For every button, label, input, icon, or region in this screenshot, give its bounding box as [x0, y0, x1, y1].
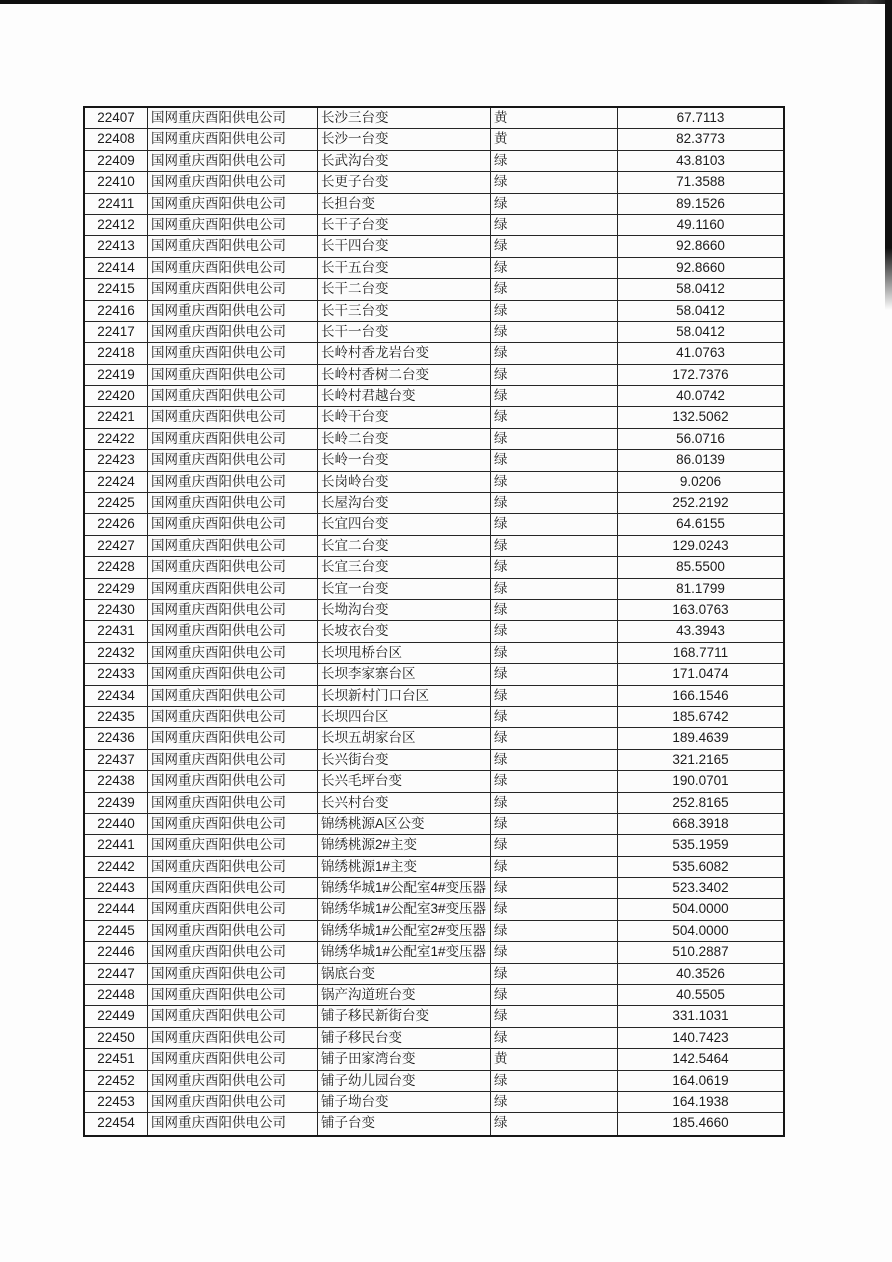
cell-company-name: 国网重庆酉阳供电公司 — [148, 108, 318, 128]
cell-load-value: 166.1546 — [672, 687, 729, 703]
cell-load-value: 67.7113 — [676, 110, 725, 125]
cell-status-color: 绿 — [491, 621, 618, 641]
table-row — [85, 557, 783, 578]
cell-station-name: 锦绣华城1#公配室4#变压器 — [318, 878, 491, 898]
table-row — [85, 579, 783, 600]
table-row — [85, 215, 783, 236]
cell-load-value: 82.3773 — [676, 131, 725, 147]
cell-record-id: 22453 — [85, 1092, 148, 1112]
cell-load-value: 535.6082 — [672, 858, 729, 874]
cell-record-id: 22407 — [85, 108, 148, 128]
cell-company-name: 国网重庆酉阳供电公司 — [148, 921, 318, 941]
cell-status-color: 绿 — [491, 1028, 618, 1048]
cell-station-name: 长沙三台变 — [318, 108, 491, 128]
table-row — [85, 707, 783, 728]
cell-status-color: 绿 — [491, 301, 618, 321]
table-row — [85, 1071, 783, 1092]
table-row — [85, 1028, 783, 1049]
cell-company-name: 国网重庆酉阳供电公司 — [148, 514, 318, 534]
cell-record-id: 22429 — [85, 579, 148, 599]
cell-status-color: 绿 — [491, 450, 618, 470]
cell-load-value: 132.5062 — [672, 409, 729, 425]
cell-status-color: 绿 — [491, 643, 618, 663]
cell-load-value: 189.4639 — [672, 730, 729, 746]
cell-station-name: 锅底台变 — [318, 964, 491, 984]
cell-company-name: 国网重庆酉阳供电公司 — [148, 129, 318, 149]
cell-station-name: 锦绣桃源1#主变 — [318, 857, 491, 877]
cell-record-id: 22433 — [85, 664, 148, 684]
cell-status-color: 绿 — [491, 964, 618, 984]
cell-record-id: 22442 — [85, 857, 148, 877]
cell-company-name: 国网重庆酉阳供电公司 — [148, 728, 318, 748]
cell-status-color: 绿 — [491, 279, 618, 299]
cell-load-value: 504.0000 — [672, 901, 729, 917]
cell-record-id: 22441 — [85, 835, 148, 855]
cell-station-name: 长兴街台变 — [318, 750, 491, 770]
cell-status-color: 绿 — [491, 793, 618, 813]
cell-record-id: 22452 — [85, 1071, 148, 1091]
cell-status-color: 绿 — [491, 1113, 618, 1134]
cell-station-name: 长干子台变 — [318, 215, 491, 235]
cell-company-name: 国网重庆酉阳供电公司 — [148, 579, 318, 599]
cell-station-name: 长岭一台变 — [318, 450, 491, 470]
cell-status-color: 绿 — [491, 194, 618, 214]
table-row — [85, 365, 783, 386]
cell-record-id: 22437 — [85, 750, 148, 770]
cell-company-name: 国网重庆酉阳供电公司 — [148, 301, 318, 321]
cell-company-name: 国网重庆酉阳供电公司 — [148, 1028, 318, 1048]
cell-company-name: 国网重庆酉阳供电公司 — [148, 857, 318, 877]
cell-station-name: 长坝新村门口台区 — [318, 686, 491, 706]
cell-company-name: 国网重庆酉阳供电公司 — [148, 536, 318, 556]
cell-record-id: 22438 — [85, 771, 148, 791]
cell-status-color: 绿 — [491, 536, 618, 556]
cell-record-id: 22425 — [85, 493, 148, 513]
cell-station-name: 长干三台变 — [318, 301, 491, 321]
table-row — [85, 621, 783, 642]
cell-status-color: 绿 — [491, 429, 618, 449]
table-row — [85, 600, 783, 621]
cell-record-id: 22423 — [85, 450, 148, 470]
cell-status-color: 绿 — [491, 472, 618, 492]
cell-station-name: 长坝甩桥台区 — [318, 643, 491, 663]
scan-right-edge-artifact — [885, 0, 892, 310]
cell-company-name: 国网重庆酉阳供电公司 — [148, 750, 318, 770]
cell-company-name: 国网重庆酉阳供电公司 — [148, 407, 318, 427]
cell-record-id: 22410 — [85, 172, 148, 192]
cell-record-id: 22412 — [85, 215, 148, 235]
cell-load-value: 9.0206 — [679, 473, 722, 489]
table-row — [85, 1092, 783, 1113]
cell-station-name: 长坳沟台变 — [318, 600, 491, 620]
cell-station-name: 铺子移民新街台变 — [318, 1006, 491, 1026]
cell-company-name: 国网重庆酉阳供电公司 — [148, 343, 318, 363]
cell-station-name: 铺子幼儿园台变 — [318, 1071, 491, 1091]
cell-load-value: 81.1799 — [676, 580, 725, 596]
cell-company-name: 国网重庆酉阳供电公司 — [148, 1113, 318, 1134]
table-row — [85, 899, 783, 920]
cell-load-value: 164.1938 — [672, 1093, 729, 1109]
cell-status-color: 绿 — [491, 857, 618, 877]
cell-record-id: 22432 — [85, 643, 148, 663]
cell-load-value: 163.0763 — [672, 601, 729, 617]
cell-record-id: 22408 — [85, 129, 148, 149]
cell-load-value: 92.8660 — [676, 238, 725, 254]
table-row — [85, 279, 783, 300]
cell-load-value: 504.0000 — [672, 922, 729, 938]
cell-status-color: 绿 — [491, 215, 618, 235]
cell-record-id: 22445 — [85, 921, 148, 941]
cell-load-value: 321.2165 — [672, 751, 729, 767]
table-row — [85, 450, 783, 471]
cell-status-color: 绿 — [491, 835, 618, 855]
cell-station-name: 锦绣华城1#公配室3#变压器 — [318, 899, 491, 919]
cell-record-id: 22450 — [85, 1028, 148, 1048]
cell-status-color: 绿 — [491, 172, 618, 192]
cell-station-name: 长宜一台变 — [318, 579, 491, 599]
table-row — [85, 386, 783, 407]
cell-status-color: 绿 — [491, 386, 618, 406]
cell-company-name: 国网重庆酉阳供电公司 — [148, 151, 318, 171]
table-row — [85, 985, 783, 1006]
table-row — [85, 1049, 783, 1070]
cell-company-name: 国网重庆酉阳供电公司 — [148, 1049, 318, 1069]
cell-station-name: 铺子田家湾台变 — [318, 1049, 491, 1069]
cell-load-value: 41.0763 — [676, 345, 725, 361]
cell-load-value: 89.1526 — [676, 195, 725, 211]
cell-load-value: 185.4660 — [672, 1115, 729, 1131]
cell-company-name: 国网重庆酉阳供电公司 — [148, 472, 318, 492]
table-row — [85, 686, 783, 707]
cell-company-name: 国网重庆酉阳供电公司 — [148, 279, 318, 299]
table-row — [85, 514, 783, 535]
cell-record-id: 22451 — [85, 1049, 148, 1069]
cell-company-name: 国网重庆酉阳供电公司 — [148, 236, 318, 256]
cell-company-name: 国网重庆酉阳供电公司 — [148, 814, 318, 834]
table-row — [85, 493, 783, 514]
cell-record-id: 22422 — [85, 429, 148, 449]
cell-station-name: 长岭干台变 — [318, 407, 491, 427]
cell-company-name: 国网重庆酉阳供电公司 — [148, 643, 318, 663]
cell-record-id: 22421 — [85, 407, 148, 427]
cell-record-id: 22443 — [85, 878, 148, 898]
cell-company-name: 国网重庆酉阳供电公司 — [148, 493, 318, 513]
cell-record-id: 22434 — [85, 686, 148, 706]
cell-load-value: 85.5500 — [676, 559, 725, 575]
cell-company-name: 国网重庆酉阳供电公司 — [148, 557, 318, 577]
cell-company-name: 国网重庆酉阳供电公司 — [148, 964, 318, 984]
cell-load-value: 331.1031 — [672, 1008, 729, 1024]
cell-status-color: 绿 — [491, 322, 618, 342]
cell-company-name: 国网重庆酉阳供电公司 — [148, 985, 318, 1005]
cell-record-id: 22426 — [85, 514, 148, 534]
table-row — [85, 108, 783, 129]
cell-load-value: 142.5464 — [672, 1051, 729, 1067]
cell-load-value: 510.2887 — [672, 944, 729, 960]
cell-load-value: 58.0412 — [676, 302, 725, 318]
cell-status-color: 绿 — [491, 1006, 618, 1026]
cell-status-color: 绿 — [491, 814, 618, 834]
table-row — [85, 236, 783, 257]
cell-load-value: 129.0243 — [672, 537, 729, 553]
cell-load-value: 164.0619 — [672, 1072, 729, 1088]
cell-station-name: 长宜三台变 — [318, 557, 491, 577]
cell-load-value: 252.2192 — [672, 495, 729, 511]
table-row — [85, 151, 783, 172]
cell-status-color: 绿 — [491, 707, 618, 727]
cell-load-value: 168.7711 — [672, 644, 729, 660]
cell-load-value: 535.1959 — [672, 837, 729, 853]
cell-record-id: 22431 — [85, 621, 148, 641]
table-row — [85, 964, 783, 985]
cell-load-value: 668.3918 — [672, 815, 729, 831]
cell-status-color: 黄 — [491, 1049, 618, 1069]
cell-station-name: 长屋沟台变 — [318, 493, 491, 513]
table-row — [85, 664, 783, 685]
cell-load-value: 56.0716 — [676, 430, 725, 446]
cell-station-name: 锅产沟道班台变 — [318, 985, 491, 1005]
table-row — [85, 472, 783, 493]
cell-station-name: 长干四台变 — [318, 236, 491, 256]
cell-load-value: 140.7423 — [672, 1029, 729, 1045]
cell-status-color: 绿 — [491, 664, 618, 684]
cell-record-id: 22424 — [85, 472, 148, 492]
cell-status-color: 绿 — [491, 985, 618, 1005]
cell-status-color: 绿 — [491, 151, 618, 171]
cell-status-color: 绿 — [491, 258, 618, 278]
cell-record-id: 22413 — [85, 236, 148, 256]
cell-record-id: 22439 — [85, 793, 148, 813]
cell-status-color: 绿 — [491, 579, 618, 599]
cell-company-name: 国网重庆酉阳供电公司 — [148, 194, 318, 214]
cell-record-id: 22416 — [85, 301, 148, 321]
cell-load-value: 252.8165 — [672, 794, 729, 810]
cell-load-value: 71.3588 — [676, 174, 725, 190]
cell-record-id: 22444 — [85, 899, 148, 919]
table-row — [85, 322, 783, 343]
cell-station-name: 长兴毛坪台变 — [318, 771, 491, 791]
cell-station-name: 长干一台变 — [318, 322, 491, 342]
cell-load-value: 40.5505 — [676, 987, 725, 1003]
cell-company-name: 国网重庆酉阳供电公司 — [148, 771, 318, 791]
table-row — [85, 771, 783, 792]
cell-record-id: 22440 — [85, 814, 148, 834]
cell-station-name: 长岭村香龙岩台变 — [318, 343, 491, 363]
cell-record-id: 22436 — [85, 728, 148, 748]
cell-status-color: 绿 — [491, 600, 618, 620]
cell-record-id: 22448 — [85, 985, 148, 1005]
cell-record-id: 22435 — [85, 707, 148, 727]
cell-company-name: 国网重庆酉阳供电公司 — [148, 835, 318, 855]
cell-station-name: 长岗岭台变 — [318, 472, 491, 492]
cell-record-id: 22414 — [85, 258, 148, 278]
cell-company-name: 国网重庆酉阳供电公司 — [148, 215, 318, 235]
cell-record-id: 22417 — [85, 322, 148, 342]
cell-station-name: 长干五台变 — [318, 258, 491, 278]
cell-station-name: 铺子台变 — [318, 1113, 491, 1134]
cell-station-name: 锦绣桃源A区公变 — [318, 814, 491, 834]
transformer-data-table — [83, 106, 785, 1137]
table-row — [85, 750, 783, 771]
cell-record-id: 22446 — [85, 942, 148, 962]
cell-station-name: 长岭村香树二台变 — [318, 365, 491, 385]
cell-load-value: 43.3943 — [676, 623, 725, 639]
cell-record-id: 22419 — [85, 365, 148, 385]
cell-record-id: 22409 — [85, 151, 148, 171]
cell-station-name: 锦绣华城1#公配室1#变压器 — [318, 942, 491, 962]
cell-station-name: 长坝李家寨台区 — [318, 664, 491, 684]
cell-status-color: 绿 — [491, 236, 618, 256]
cell-company-name: 国网重庆酉阳供电公司 — [148, 1071, 318, 1091]
table-row — [85, 878, 783, 899]
cell-load-value: 172.7376 — [672, 366, 729, 382]
table-row — [85, 172, 783, 193]
cell-load-value: 49.1160 — [676, 216, 725, 232]
cell-station-name: 长岭二台变 — [318, 429, 491, 449]
table-row — [85, 1006, 783, 1027]
cell-station-name: 长岭村君越台变 — [318, 386, 491, 406]
table-row — [85, 429, 783, 450]
table-row — [85, 814, 783, 835]
cell-status-color: 绿 — [491, 514, 618, 534]
cell-company-name: 国网重庆酉阳供电公司 — [148, 686, 318, 706]
cell-station-name: 长沙一台变 — [318, 129, 491, 149]
table-row — [85, 129, 783, 150]
cell-status-color: 绿 — [491, 942, 618, 962]
cell-record-id: 22454 — [85, 1113, 148, 1134]
cell-record-id: 22449 — [85, 1006, 148, 1026]
cell-station-name: 铺子移民台变 — [318, 1028, 491, 1048]
table-row — [85, 407, 783, 428]
table-row — [85, 1113, 783, 1134]
table-row — [85, 835, 783, 856]
cell-company-name: 国网重庆酉阳供电公司 — [148, 1092, 318, 1112]
table-row — [85, 942, 783, 963]
cell-company-name: 国网重庆酉阳供电公司 — [148, 793, 318, 813]
cell-record-id: 22427 — [85, 536, 148, 556]
cell-load-value: 171.0474 — [672, 666, 729, 682]
cell-station-name: 长更子台变 — [318, 172, 491, 192]
cell-status-color: 绿 — [491, 343, 618, 363]
table-row — [85, 536, 783, 557]
cell-company-name: 国网重庆酉阳供电公司 — [148, 1006, 318, 1026]
cell-status-color: 黄 — [491, 108, 618, 128]
cell-load-value: 40.3526 — [676, 965, 725, 981]
cell-station-name: 长坝五胡家台区 — [318, 728, 491, 748]
cell-status-color: 绿 — [491, 1092, 618, 1112]
cell-station-name: 铺子坳台变 — [318, 1092, 491, 1112]
cell-company-name: 国网重庆酉阳供电公司 — [148, 172, 318, 192]
table-row — [85, 921, 783, 942]
cell-station-name: 长宜四台变 — [318, 514, 491, 534]
cell-load-value: 190.0701 — [672, 773, 729, 789]
cell-status-color: 绿 — [491, 921, 618, 941]
cell-status-color: 绿 — [491, 728, 618, 748]
cell-status-color: 绿 — [491, 365, 618, 385]
cell-station-name: 锦绣华城1#公配室2#变压器 — [318, 921, 491, 941]
cell-load-value: 40.0742 — [676, 388, 725, 404]
table-row — [85, 728, 783, 749]
cell-status-color: 绿 — [491, 878, 618, 898]
cell-status-color: 绿 — [491, 899, 618, 919]
cell-load-value: 523.3402 — [672, 880, 729, 896]
cell-record-id: 22447 — [85, 964, 148, 984]
table-row — [85, 643, 783, 664]
table-row — [85, 194, 783, 215]
cell-load-value: 58.0412 — [676, 323, 725, 339]
table-row — [85, 258, 783, 279]
cell-company-name: 国网重庆酉阳供电公司 — [148, 322, 318, 342]
cell-station-name: 长担台变 — [318, 194, 491, 214]
cell-company-name: 国网重庆酉阳供电公司 — [148, 429, 318, 449]
cell-load-value: 64.6155 — [676, 516, 725, 532]
cell-company-name: 国网重庆酉阳供电公司 — [148, 899, 318, 919]
cell-record-id: 22420 — [85, 386, 148, 406]
cell-station-name: 长宜二台变 — [318, 536, 491, 556]
cell-record-id: 22411 — [85, 194, 148, 214]
cell-company-name: 国网重庆酉阳供电公司 — [148, 942, 318, 962]
cell-load-value: 58.0412 — [676, 281, 725, 297]
cell-record-id: 22415 — [85, 279, 148, 299]
table-row — [85, 857, 783, 878]
cell-status-color: 绿 — [491, 750, 618, 770]
cell-status-color: 绿 — [491, 771, 618, 791]
cell-station-name: 锦绣桃源2#主变 — [318, 835, 491, 855]
table-row — [85, 793, 783, 814]
cell-record-id: 22418 — [85, 343, 148, 363]
table-row — [85, 343, 783, 364]
cell-company-name: 国网重庆酉阳供电公司 — [148, 878, 318, 898]
cell-company-name: 国网重庆酉阳供电公司 — [148, 621, 318, 641]
cell-company-name: 国网重庆酉阳供电公司 — [148, 450, 318, 470]
cell-status-color: 绿 — [491, 407, 618, 427]
cell-load-value: 43.8103 — [676, 152, 725, 168]
cell-status-color: 绿 — [491, 493, 618, 513]
cell-company-name: 国网重庆酉阳供电公司 — [148, 664, 318, 684]
cell-status-color: 黄 — [491, 129, 618, 149]
cell-record-id: 22430 — [85, 600, 148, 620]
cell-station-name: 长兴村台变 — [318, 793, 491, 813]
cell-station-name: 长坝四台区 — [318, 707, 491, 727]
cell-company-name: 国网重庆酉阳供电公司 — [148, 600, 318, 620]
cell-load-value: 86.0139 — [676, 452, 725, 468]
cell-load-value: 185.6742 — [672, 708, 729, 724]
cell-status-color: 绿 — [491, 1071, 618, 1091]
cell-company-name: 国网重庆酉阳供电公司 — [148, 365, 318, 385]
cell-status-color: 绿 — [491, 557, 618, 577]
cell-record-id: 22428 — [85, 557, 148, 577]
cell-station-name: 长干二台变 — [318, 279, 491, 299]
scan-top-edge-artifact — [0, 0, 892, 4]
cell-load-value: 92.8660 — [676, 259, 725, 275]
cell-station-name: 长坡衣台变 — [318, 621, 491, 641]
cell-company-name: 国网重庆酉阳供电公司 — [148, 386, 318, 406]
table-row — [85, 301, 783, 322]
cell-company-name: 国网重庆酉阳供电公司 — [148, 707, 318, 727]
cell-status-color: 绿 — [491, 686, 618, 706]
cell-company-name: 国网重庆酉阳供电公司 — [148, 258, 318, 278]
cell-station-name: 长武沟台变 — [318, 151, 491, 171]
